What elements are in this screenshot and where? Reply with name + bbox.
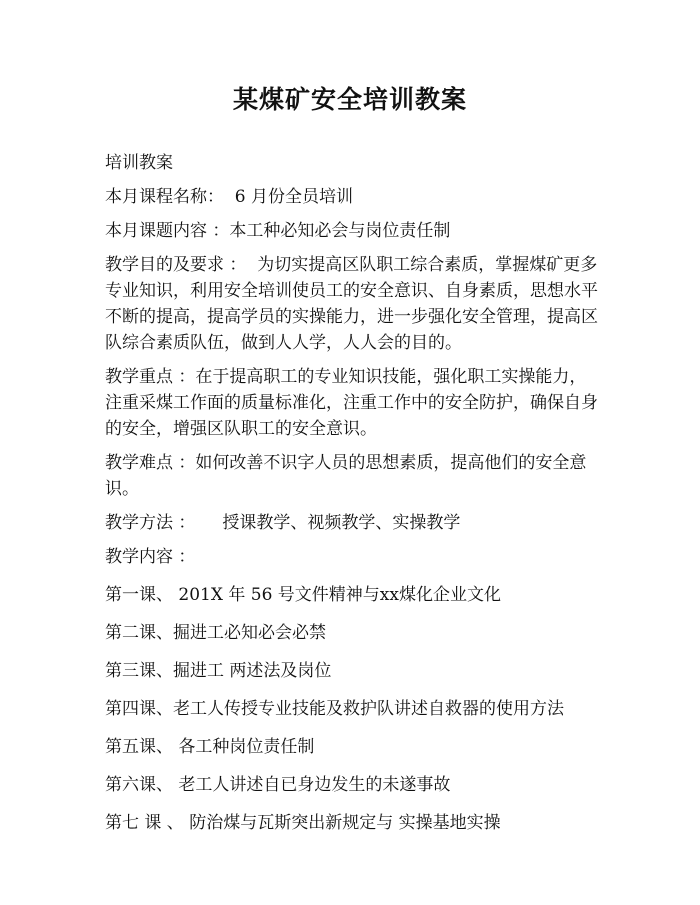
lesson-item: 第七 课 、 防治煤与瓦斯突出新规定与 实操基地实操 [105, 813, 501, 833]
paragraph-content-label: 教学内容 ： [105, 547, 196, 567]
lesson-item: 第四课、老工人传授专业技能及救护队讲述自救器的使用方法 [105, 699, 564, 719]
document-body [105, 150, 600, 836]
lesson-item: 第六课、 老工人讲述自已身边发生的未遂事故 [105, 775, 451, 795]
paragraph-heading: 培训教案 [105, 153, 173, 173]
paragraph-difficulties: 教学难点 ：如何改善不识字人员的思想素质，提高他们的安全意识。 [105, 453, 587, 499]
paragraph-methods: 教学方法 ： 授课教学、视频教学、实操教学 [105, 513, 461, 533]
lesson-item: 第五课、 各工种岗位责任制 [105, 737, 315, 757]
lesson-item: 第二课、掘进工必知必会必禁 [105, 623, 326, 643]
paragraph-objectives: 教学目的及要求 ： 为切实提高区队职工综合素质，掌握煤矿更多专业知识，利用安全培训使员工的安全意识、自身素质，思想水平不断的提高，提高学员的实操能力，进一步强化安全管理，提高区队综合素质队伍，做到人人学，人人会的目的。 [105, 255, 598, 353]
lesson-item: 第一课、 201X 年 56 号文件精神与xx煤化企业文化 [105, 585, 501, 605]
lesson-item: 第三课、掘进工 两述法及岗位 [105, 661, 332, 681]
document-title: 某煤矿安全培训教案 [232, 85, 467, 114]
paragraph-course-name: 本月课程名称： 6 月份全员培训 [105, 187, 354, 207]
paragraph-topic: 本月课题内容 ：本工种必知必会与岗位责任制 [105, 221, 451, 241]
paragraph-key-points: 教学重点 ：在于提高职工的专业知识技能，强化职工实操能力，注重采煤工作面的质量标准化，注重工作中的安全防护，确保自身的安全，增强区队职工的安全意识。 [105, 367, 598, 439]
